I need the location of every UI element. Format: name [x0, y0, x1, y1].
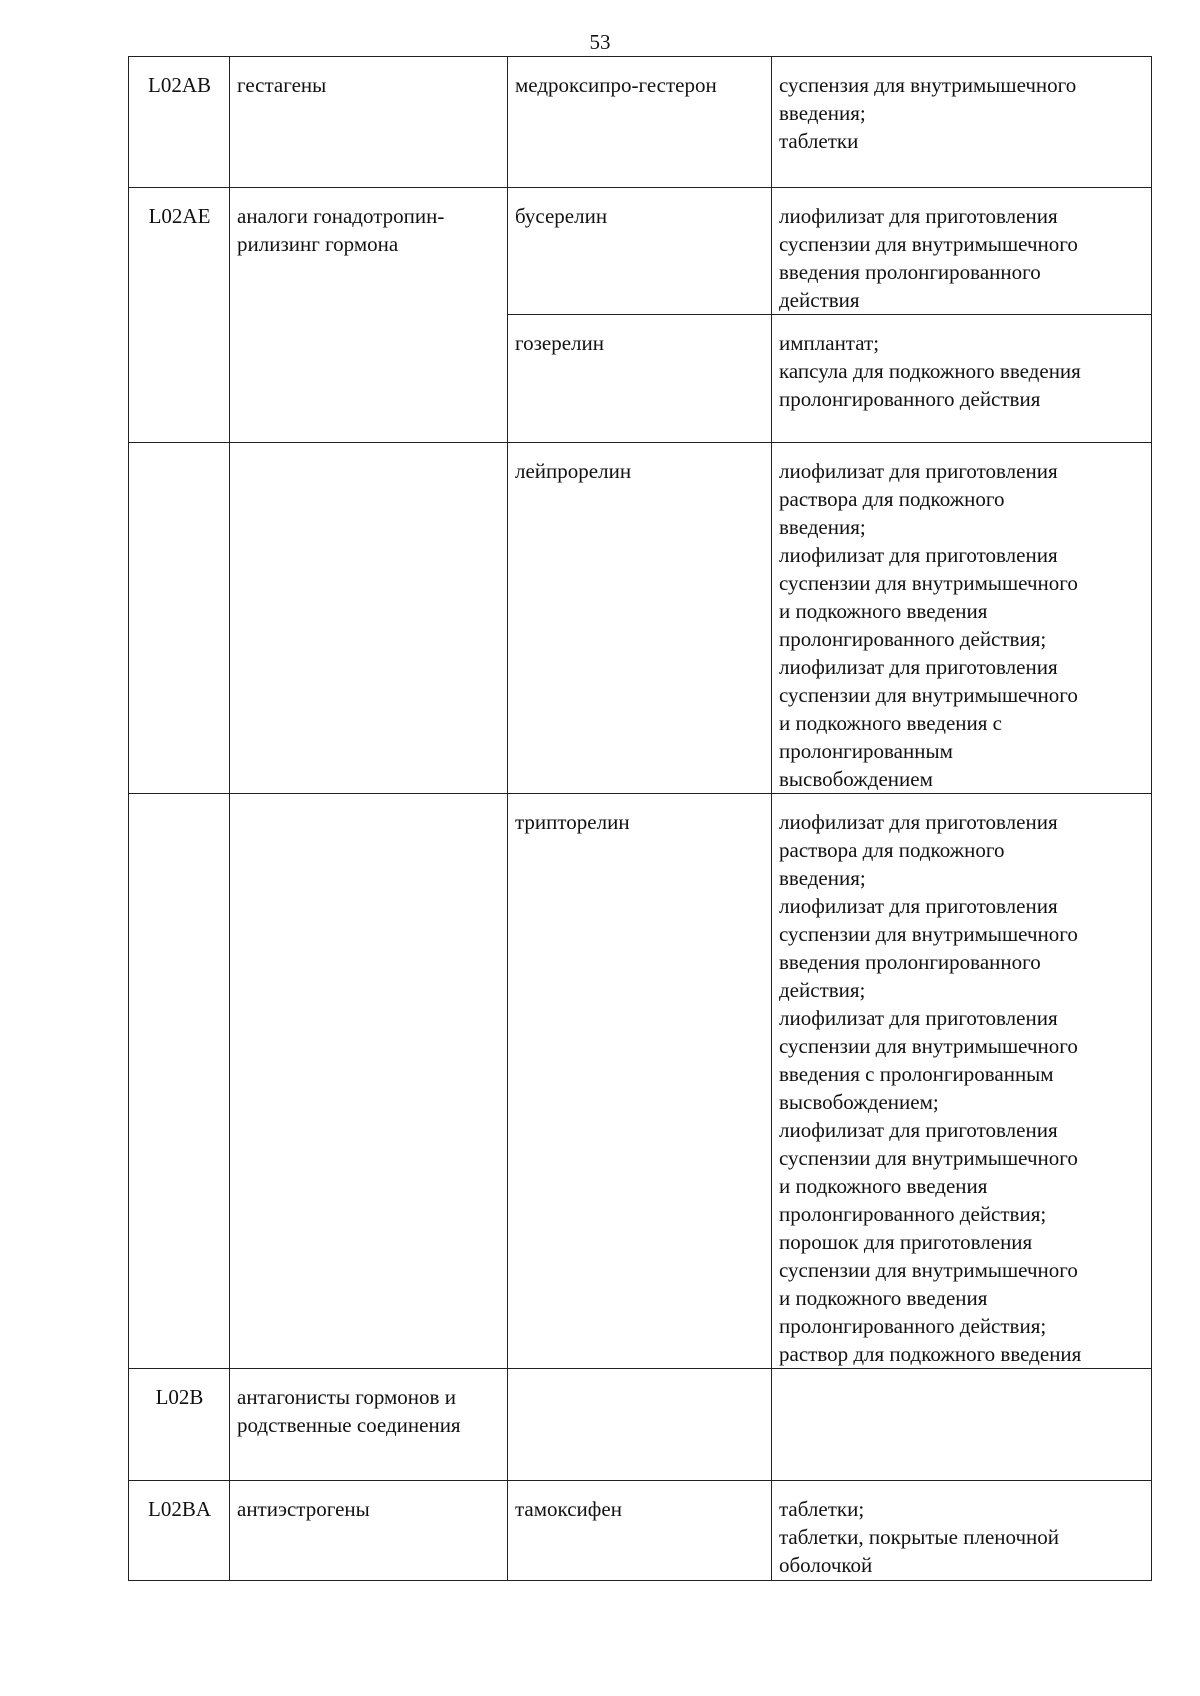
inn-cell: тамоксифен [508, 1481, 772, 1581]
pharmacological-group-cell [230, 443, 508, 794]
pharmacological-group-cell: аналоги гонадотропин- рилизинг гормона [230, 188, 508, 443]
table-row [129, 57, 1152, 188]
table-row [129, 443, 1152, 794]
page-number: 53 [589, 30, 611, 54]
pharmacological-group-cell: гестагены [230, 57, 508, 188]
dosage-form-cell: лиофилизат для приготовления раствора для подкожного введения; лиофилизат для приготовления суспензии для внутримышечного введения пролонгированного действия; лиофилизат для приготовления суспензии для внутримышечного введения с пролонгированным высвобождением; лиофилизат для приготовления суспензии для внутримышечного и подкожного введения пролонгированного действия; порошок для приготовления суспензии для внутримышечного и подкожного введения пролонгированного действия; раствор для подкожного введения [772, 794, 1152, 1369]
table-row [129, 1481, 1152, 1581]
inn-cell: лейпрорелин [508, 443, 772, 794]
dosage-form-cell: лиофилизат для приготовления раствора для подкожного введения; лиофилизат для приготовления суспензии для внутримышечного и подкожного введения пролонгированного действия; лиофилизат для приготовления суспензии для внутримышечного и подкожного введения с пролонгированным высвобождением [772, 443, 1152, 794]
table-row [129, 1369, 1152, 1481]
table-row [129, 188, 1152, 315]
inn-cell [508, 1369, 772, 1481]
drug-table [128, 56, 1152, 1581]
pharmacological-group-cell: антиэстрогены [230, 1481, 508, 1581]
atc-code-cell [129, 443, 230, 794]
inn-cell: гозерелин [508, 315, 772, 443]
atc-code-cell: L02B [129, 1369, 230, 1481]
atc-code-cell: L02BA [129, 1481, 230, 1581]
pharmacological-group-cell: антагонисты гормонов и родственные соединения [230, 1369, 508, 1481]
inn-cell: трипторелин [508, 794, 772, 1369]
atc-code-cell: L02AB [129, 57, 230, 188]
dosage-form-cell: лиофилизат для приготовления суспензии для внутримышечного введения пролонгированного действия [772, 188, 1152, 315]
dosage-form-cell: имплантат; капсула для подкожного введения пролонгированного действия [772, 315, 1152, 443]
dosage-form-cell: таблетки; таблетки, покрытые пленочной оболочкой [772, 1481, 1152, 1581]
inn-cell: бусерелин [508, 188, 772, 315]
atc-code-cell [129, 794, 230, 1369]
atc-code-cell: L02AE [129, 188, 230, 443]
inn-cell: медроксипро-гестерон [508, 57, 772, 188]
table-row [129, 794, 1152, 1369]
pharmacological-group-cell [230, 794, 508, 1369]
dosage-form-cell: суспензия для внутримышечного введения; таблетки [772, 57, 1152, 188]
dosage-form-cell [772, 1369, 1152, 1481]
